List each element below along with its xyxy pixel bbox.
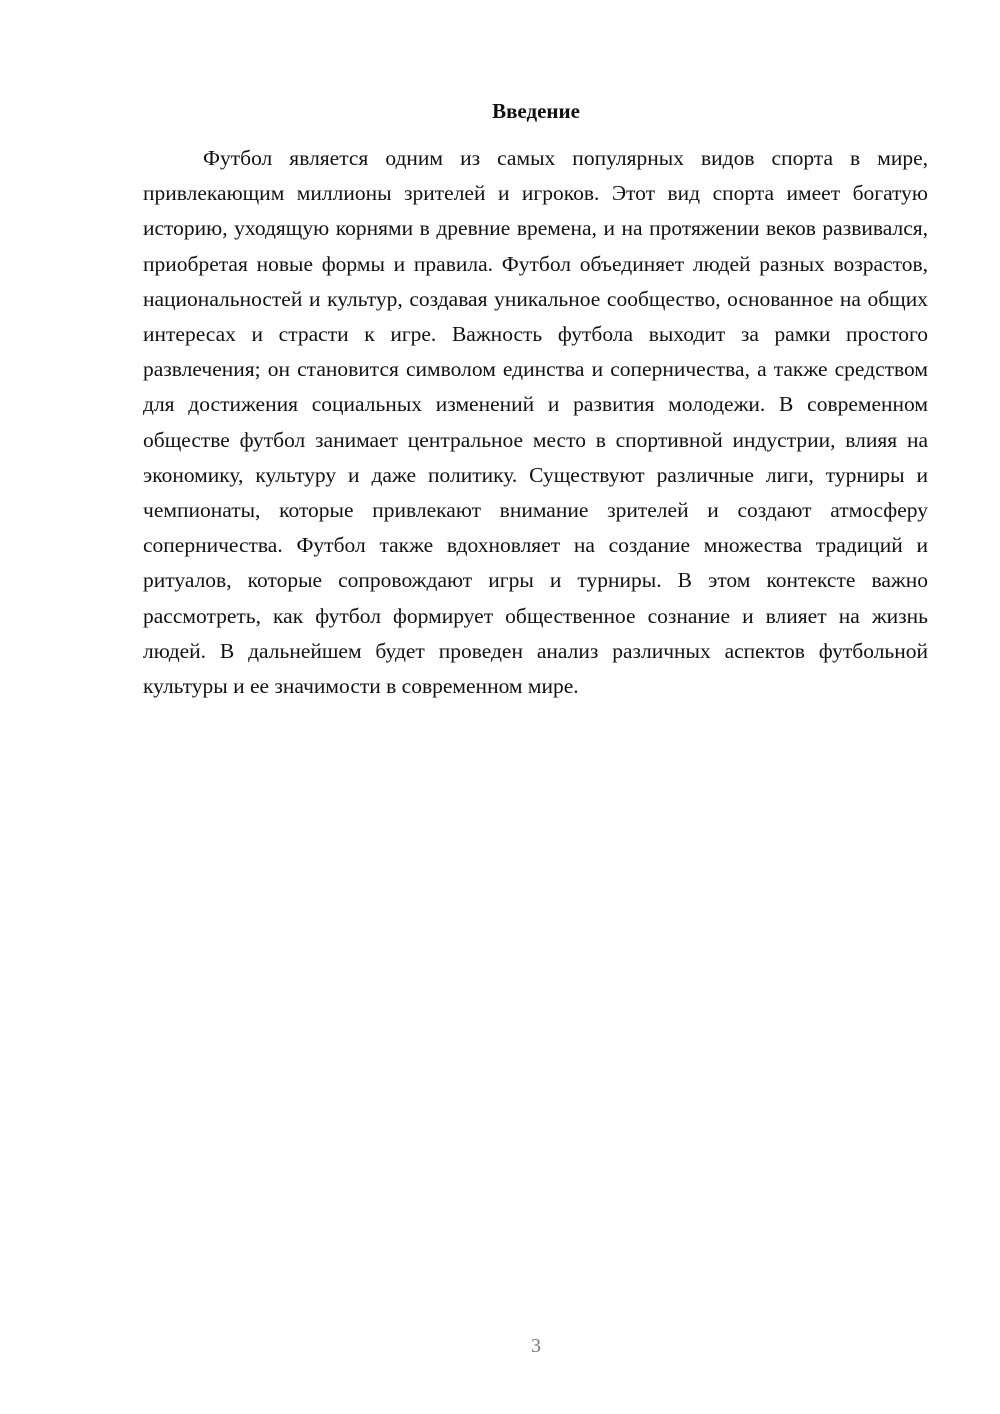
page-number: 3 <box>531 1335 541 1357</box>
section-heading: Введение <box>492 99 580 123</box>
body-paragraph: Футбол является одним из самых популярных видов спорта в мире, привлекающим миллионы зрителей и игроков. Этот вид спорта имеет богатую историю, уходящую корнями в древние времена, и на протяжении веков развивался, приобретая новые формы и правила. Футбол объединяет людей разных возрастов, национальностей и культур, создавая уникальное сообщество, основанное на общих интересах и страсти к игре. Важность футбола выходит за рамки простого развлечения; он становится символом единства и соперничества, а также средством для достижения социальных изменений и развития молодежи. В современном обществе футбол занимает центральное место в спортивной индустрии, влияя на экономику, культуру и даже политику. Существуют различные лиги, турниры и чемпионаты, которые привлекают внимание зрителей и создают атмосферу соперничества. Футбол также вдохновляет на создание множества традиций и ритуалов, которые сопровождают игры и турниры. В этом контексте важно рассмотреть, как футбол формирует общественное сознание и влияет на жизнь людей. В дальнейшем будет проведен анализ различных аспектов футбольной культуры и ее значимости в современном мире. <box>143 146 928 699</box>
